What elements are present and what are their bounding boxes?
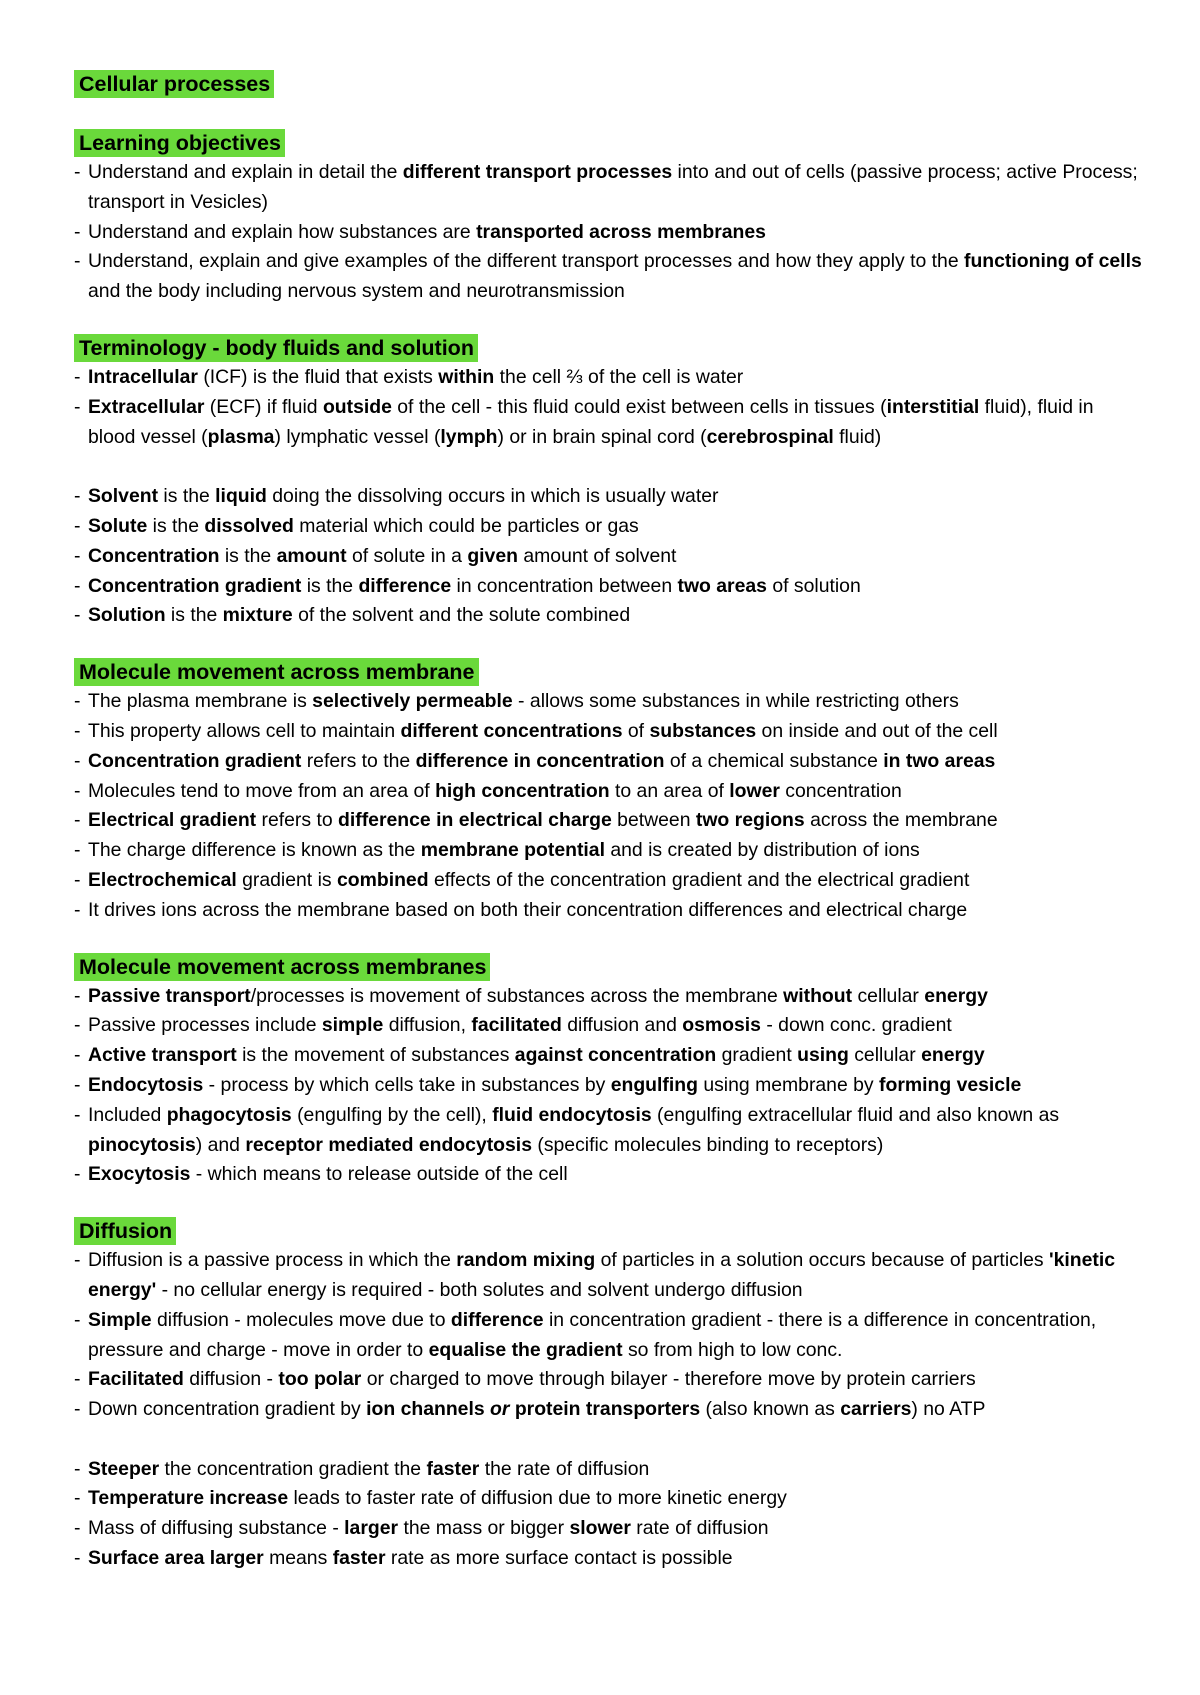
list-item	[74, 896, 1144, 926]
bold-text: interstitial	[886, 395, 980, 418]
bold-text: Concentration gradient	[88, 749, 302, 772]
bold-text: combined	[336, 868, 429, 891]
text-run: the cell ⅔ of the cell is water	[494, 365, 744, 388]
list-item	[74, 777, 1144, 807]
bullet-list	[74, 1246, 1144, 1574]
text-run: (engulfing by the cell),	[291, 1103, 493, 1126]
text-run: in concentration between	[451, 574, 678, 597]
bold-text: energy	[924, 984, 988, 1007]
bold-text: Steeper	[88, 1457, 160, 1480]
bold-text: plasma	[207, 425, 275, 448]
text-run: leads to faster rate of diffusion due to more kinetic energy	[288, 1487, 787, 1510]
bold-text: Solution	[88, 604, 166, 627]
text-run: diffusion - molecules move due to	[151, 1308, 451, 1331]
text-run: means	[263, 1547, 333, 1570]
text-run: rate of diffusion	[630, 1517, 769, 1540]
bold-text: within	[438, 365, 495, 388]
bold-text: too polar	[278, 1368, 362, 1391]
list-item	[74, 393, 1144, 453]
text-run: or charged to move through bilayer - therefore move by protein carriers	[361, 1368, 976, 1391]
text-run: amount of solvent	[517, 544, 677, 567]
bold-text: Solvent	[88, 485, 159, 508]
list-item	[74, 218, 1144, 248]
text-run: in concentration gradient - there is a difference in concentration, pressure and charge - move in order to	[88, 1308, 1097, 1361]
text-run: Passive processes include	[88, 1014, 322, 1037]
text-run: (engulfing extracellular fluid and also known as	[651, 1103, 1060, 1126]
section-heading: Learning objectives	[74, 129, 285, 157]
text-run: of solute in a	[346, 544, 468, 567]
bold-text: substances	[649, 719, 757, 742]
bold-text: difference	[358, 574, 452, 597]
list-item	[74, 806, 1144, 836]
bold-text: fluid endocytosis	[492, 1103, 652, 1126]
section	[74, 1217, 1144, 1574]
bold-text: carriers	[840, 1398, 912, 1421]
text-run: (specific molecules binding to receptors)	[531, 1133, 884, 1156]
text-run: the mass or bigger	[398, 1517, 570, 1540]
text-run: is the	[219, 544, 277, 567]
bold-text: transported across membranes	[476, 220, 766, 243]
text-run: Understand and explain how substances are	[88, 220, 477, 243]
text-run: the rate of diffusion	[479, 1457, 650, 1480]
text-run: so from high to low conc.	[622, 1338, 843, 1361]
text-run: the concentration gradient the	[159, 1457, 427, 1480]
sections-container	[74, 129, 1144, 1574]
list-item	[74, 1246, 1144, 1306]
text-run: - process by which cells take in substances by	[203, 1073, 611, 1096]
list-item	[74, 687, 1144, 717]
bold-text: or	[484, 1398, 515, 1421]
list-item	[74, 158, 1144, 218]
list-item	[74, 836, 1144, 866]
text-run: ) and	[195, 1133, 246, 1156]
bold-text: functioning of cells	[964, 250, 1142, 273]
text-run: gradient is	[236, 868, 337, 891]
bold-text: against concentration	[514, 1044, 717, 1067]
bold-text: liquid	[215, 485, 267, 508]
text-run: material which could be particles or gas	[293, 514, 639, 537]
page-title: Cellular processes	[74, 70, 274, 98]
text-run: between	[611, 809, 696, 832]
list-item	[74, 1455, 1144, 1485]
text-run: and is created by distribution of ions	[604, 839, 920, 862]
bold-text: Endocytosis	[88, 1073, 204, 1096]
text-run: cellular	[852, 984, 925, 1007]
list-item	[74, 512, 1144, 542]
list-item	[74, 1544, 1144, 1574]
bold-text: forming vesicle	[879, 1073, 1022, 1096]
bold-text: two regions	[695, 809, 805, 832]
text-run: - allows some substances in while restricting others	[512, 690, 959, 713]
bold-text: different transport processes	[402, 161, 673, 183]
text-run: cellular	[848, 1044, 922, 1067]
text-run: using membrane by	[697, 1073, 880, 1096]
bold-text: Temperature increase	[88, 1487, 289, 1510]
text-run: refers to	[256, 809, 339, 832]
bold-text: difference in concentration	[415, 749, 665, 772]
bold-text: using	[797, 1044, 849, 1067]
text-run: - down conc. gradient	[760, 1014, 952, 1037]
bold-text: equalise the gradient	[428, 1338, 623, 1361]
text-run: effects of the concentration gradient and the electrical gradient	[428, 868, 970, 891]
text-run: gradient	[716, 1044, 798, 1067]
bold-text: lower	[729, 779, 780, 802]
text-run: diffusion,	[383, 1014, 472, 1037]
bold-text: Surface area larger	[88, 1547, 264, 1570]
bullet-list	[74, 363, 1144, 631]
section-heading: Terminology - body fluids and solution	[74, 334, 478, 362]
bullet-list	[74, 982, 1144, 1191]
bold-text: lymph	[440, 425, 498, 448]
text-run: (ECF) if fluid	[204, 395, 323, 418]
bold-text: Facilitated	[88, 1368, 184, 1391]
list-item	[74, 1484, 1144, 1514]
text-run: - no cellular energy is required - both solutes and solvent undergo diffusion	[156, 1278, 803, 1301]
text-run: fluid), fluid in blood vessel (	[88, 395, 1094, 448]
bold-text: membrane potential	[420, 839, 605, 862]
text-run: across the membrane	[804, 809, 998, 832]
bold-text: cerebrospinal	[706, 425, 834, 448]
text-run: This property allows cell to maintain	[88, 719, 401, 742]
bold-text: Concentration gradient	[88, 574, 302, 597]
bullet-list	[74, 158, 1144, 307]
text-run: on inside and out of the cell	[756, 719, 998, 742]
text-run: of a chemical substance	[664, 749, 884, 772]
bold-text: Electrochemical	[88, 868, 237, 891]
bold-text: Simple	[88, 1308, 152, 1331]
text-run: ) no ATP	[911, 1398, 986, 1421]
bold-text: high concentration	[435, 779, 610, 802]
bold-text: energy	[921, 1044, 985, 1067]
bold-text: different concentrations	[400, 719, 623, 742]
text-run: (ICF) is the fluid that exists	[197, 365, 439, 388]
bold-text: two areas	[677, 574, 767, 597]
bold-text: osmosis	[682, 1014, 761, 1037]
spacer	[74, 1425, 1144, 1455]
bold-text: amount	[276, 544, 347, 567]
text-run: to an area of	[609, 779, 730, 802]
text-run: concentration	[779, 779, 902, 802]
bold-text: Active transport	[88, 1044, 237, 1067]
bold-text: Extracellular	[88, 395, 205, 418]
section-heading: Molecule movement across membrane	[74, 658, 479, 686]
text-run: refers to the	[301, 749, 416, 772]
text-run: fluid)	[833, 425, 882, 448]
bold-text: Passive transport	[88, 984, 251, 1007]
bold-text: difference in electrical charge	[338, 809, 612, 832]
bold-text: outside	[322, 395, 392, 418]
list-item	[74, 866, 1144, 896]
bold-text: Concentration	[88, 544, 220, 567]
list-item	[74, 747, 1144, 777]
text-run: The plasma membrane is	[88, 690, 313, 713]
bullet-list	[74, 687, 1144, 925]
list-item	[74, 1071, 1144, 1101]
title-block	[74, 70, 1144, 98]
list-item	[74, 482, 1144, 512]
text-run: is the	[147, 514, 205, 537]
text-run: Diffusion is a passive process in which the	[88, 1249, 457, 1272]
text-run: is the	[158, 485, 216, 508]
bold-text: difference	[450, 1308, 544, 1331]
text-run: Understand and explain in detail the	[88, 161, 403, 183]
bold-text: mixture	[222, 604, 293, 627]
text-run: and the body including nervous system and neurotransmission	[88, 280, 625, 303]
text-run: The charge difference is known as the	[88, 839, 421, 862]
text-run: Included	[88, 1103, 167, 1126]
list-item	[74, 1514, 1144, 1544]
section	[74, 129, 1144, 307]
bold-text: facilitated	[471, 1014, 562, 1037]
bold-text: phagocytosis	[166, 1103, 292, 1126]
bold-text: in two areas	[883, 749, 996, 772]
section	[74, 658, 1144, 925]
list-item	[74, 1101, 1144, 1161]
text-run: Mass of diffusing substance -	[88, 1517, 345, 1540]
bold-text: slower	[569, 1517, 631, 1540]
bold-text: engulfing	[610, 1073, 698, 1096]
list-item	[74, 1395, 1144, 1425]
bold-text: Electrical gradient	[88, 809, 257, 832]
text-run: of the solvent and the solute combined	[292, 604, 631, 627]
list-item	[74, 1041, 1144, 1071]
text-run: ) or in brain spinal cord (	[497, 425, 707, 448]
list-item	[74, 542, 1144, 572]
text-run: is the	[301, 574, 359, 597]
text-run: is the movement of substances	[236, 1044, 515, 1067]
bold-text: larger	[344, 1517, 399, 1540]
text-run: diffusion and	[561, 1014, 683, 1037]
text-run: doing the dissolving occurs in which is usually water	[266, 485, 719, 508]
list-item	[74, 247, 1144, 307]
list-item	[74, 1011, 1144, 1041]
text-run: ) lymphatic vessel (	[274, 425, 441, 448]
section-heading: Diffusion	[74, 1217, 176, 1245]
bold-text: faster	[426, 1457, 480, 1480]
text-run: is the	[165, 604, 223, 627]
bold-text: faster	[332, 1547, 386, 1570]
list-item	[74, 1160, 1144, 1190]
list-item	[74, 601, 1144, 631]
bold-text: given	[467, 544, 518, 567]
list-item	[74, 572, 1144, 602]
bold-text: pinocytosis	[88, 1133, 196, 1156]
text-run: of	[622, 719, 650, 742]
text-run: Down concentration gradient by	[88, 1398, 367, 1421]
bold-text: without	[783, 984, 853, 1007]
list-item	[74, 363, 1144, 393]
bold-text: Intracellular	[88, 365, 198, 388]
text-run: (also known as	[700, 1398, 841, 1421]
bold-text: dissolved	[204, 514, 294, 537]
bold-text: selectively permeable	[312, 690, 513, 713]
list-item	[74, 1365, 1144, 1395]
bold-text: Solute	[88, 514, 148, 537]
text-run: diffusion -	[183, 1368, 279, 1391]
text-run: of the cell - this fluid could exist between cells in tissues (	[391, 395, 887, 418]
bold-text: simple	[321, 1014, 384, 1037]
bold-text: Exocytosis	[88, 1163, 191, 1186]
text-run: into and out of cells (passive process; active Process; transport in Vesicles)	[88, 161, 1138, 213]
list-item	[74, 1306, 1144, 1366]
text-run: rate as more surface contact is possible	[385, 1547, 733, 1570]
spacer	[74, 452, 1144, 482]
bold-text: random mixing	[456, 1249, 596, 1272]
section	[74, 953, 1144, 1191]
text-run: of solution	[766, 574, 861, 597]
document-page	[74, 70, 1144, 1601]
bold-text: ion channels	[366, 1398, 485, 1421]
text-run: Understand, explain and give examples of the different transport processes and how they apply to the	[88, 250, 964, 273]
list-item	[74, 717, 1144, 747]
section	[74, 334, 1144, 631]
bold-text: receptor mediated endocytosis	[245, 1133, 532, 1156]
text-run: Molecules tend to move from an area of	[88, 779, 436, 802]
bold-text: protein transporters	[514, 1398, 701, 1421]
section-heading: Molecule movement across membranes	[74, 953, 490, 981]
list-item	[74, 982, 1144, 1012]
text-run: It drives ions across the membrane based on both their concentration differences and electrical charge	[88, 898, 968, 921]
text-run: - which means to release outside of the cell	[190, 1163, 568, 1186]
text-run: of particles in a solution occurs because of particles	[595, 1249, 1049, 1272]
text-run: /processes is movement of substances across the membrane	[250, 984, 784, 1007]
bold-text: 'kinetic energy'	[88, 1249, 1116, 1301]
